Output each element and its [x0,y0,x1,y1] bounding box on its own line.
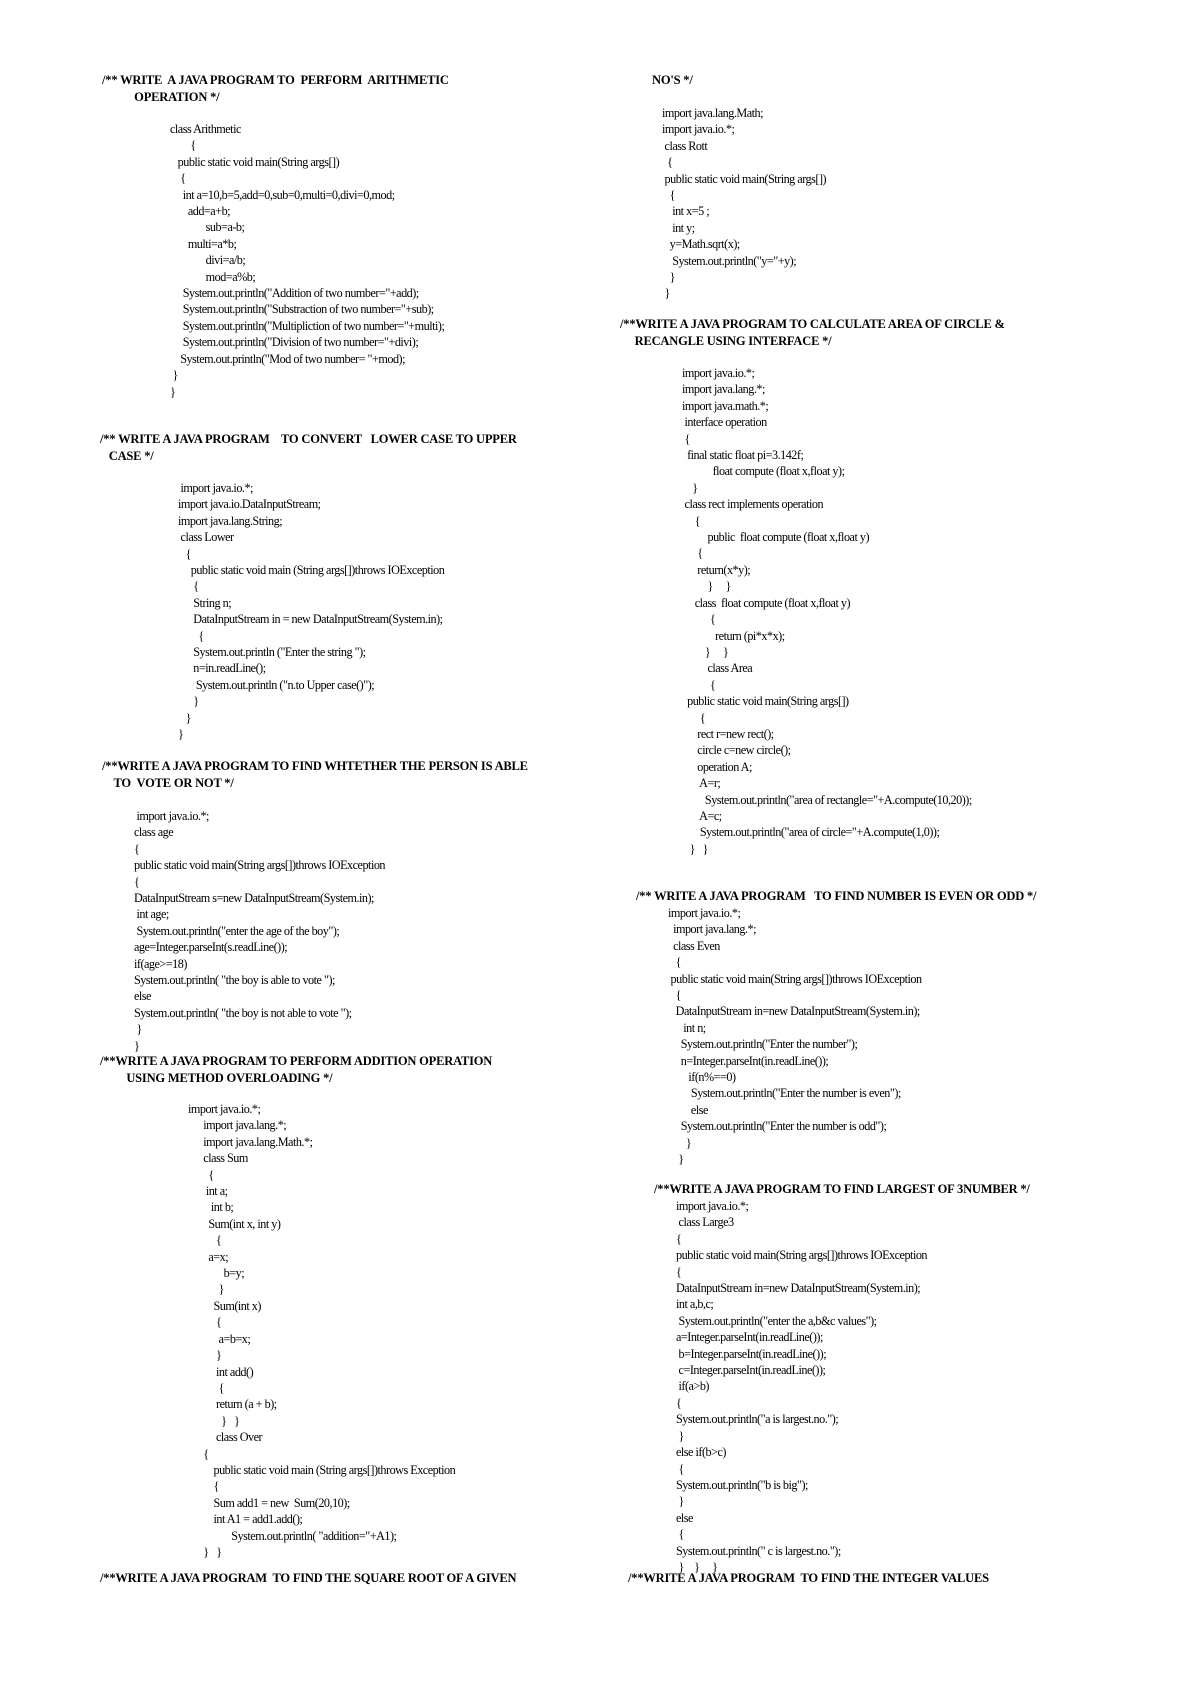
code-even-odd-program: import java.io.*; import java.lang.*; class Even { public static void main(String args[])throws IOException { DataInputStream in=new DataInputStream(System.in); int n; System.out.println("Enter the number"); n=Integer.parseInt(in.readLine()); if(n%==0) System.out.println("Enter the number is even"); else System.out.println("Enter the number is odd"); } } [668,906,922,1167]
heading-largest-of-three-program: /**WRITE A JAVA PROGRAM TO FIND LARGEST OF 3NUMBER */ [654,1182,1030,1196]
code-largest-of-three-program: import java.io.*; class Large3 { public static void main(String args[])throws IOException { DataInputStream in=new DataInputStream(System.in); int a,b,c; System.out.println("enter the a,b&c values"); a=Integer.parseInt(in.readLine()); b=Integer.parseInt(in.readLine()); c=Integer.parseInt(in.readLine()); if(a>b) { System.out.println("a is largest.no."); } else if(b>c) { System.out.println("b is big"); } else { System.out.println(" c is largest.no."); } } } [676,1199,928,1574]
code-area-interface-program: import java.io.*; import java.lang.*; import java.math.*; interface operation { final static float pi=3.142f; float compute (float x,float y); } class rect implements operation { public float compute (float x,float y) { return(x*y); } } class float compute (float x,float y) { return (pi*x*x); } } class Area { public static void main(String args[]) { rect r=new rect(); circle c=new circle(); operation A; A=r; System.out.println("area of rectangle="+A.compute(10,20)); A=c; System.out.println("area of circle="+A.compute(1,0)); } } [682,366,972,856]
heading-arithmetic-program: /** WRITE A JAVA PROGRAM TO PERFORM ARITHMETIC OPERATION */ [102,73,449,104]
heading-area-interface-program: /**WRITE A JAVA PROGRAM TO CALCULATE AREA OF CIRCLE & RECANGLE USING INTERFACE */ [620,317,1005,348]
heading-square-root-continued: NO'S */ [652,73,693,87]
code-square-root-program: import java.lang.Math; import java.io.*; class Rott { public static void main(String args[]) { int x=5 ; int y; y=Math.sqrt(x); System.out.println("y="+y); } } [662,106,827,301]
heading-square-root-program: /**WRITE A JAVA PROGRAM TO FIND THE SQUARE ROOT OF A GIVEN [100,1571,517,1585]
code-lower-to-upper-program: import java.io.*; import java.io.DataInputStream; import java.lang.String; class Lower { public static void main (String args[])throws IOException { String n; DataInputStream in = new DataInputStream(System.in); { System.out.println ("Enter the string "); n=in.readLine(); System.out.println ("n.to Upper case()"); } } } [178,481,445,742]
heading-even-odd-program: /** WRITE A JAVA PROGRAM TO FIND NUMBER IS EVEN OR ODD */ [636,889,1037,903]
code-arithmetic-program: class Arithmetic { public static void main(String args[]) { int a=10,b=5,add=0,sub=0,multi=0,divi=0,mod; add=a+b; sub=a-b; multi=a*b; divi=a/b; mod=a%b; System.out.println("Addition of two number="+add); System.out.println("Substraction of two number="+sub); System.out.println("Multipliction of two number="+multi); System.out.println("Division of two number="+divi); System.out.println("Mod of two number= "+mod); } } [170,122,445,399]
code-vote-eligibility-program: import java.io.*; class age { public static void main(String args[])throws IOException { DataInputStream s=new DataInputStream(System.in); int age; System.out.println("enter the age of the boy"); age=Integer.parseInt(s.readLine()); if(age>=18) System.out.println( "the boy is able to vote "); else System.out.println( "the boy is not able to vote "); } } [134,809,386,1053]
heading-vote-eligibility-program: /**WRITE A JAVA PROGRAM TO FIND WHTETHER THE PERSON IS ABLE TO VOTE OR NOT */ [102,759,528,790]
code-method-overloading-program: import java.io.*; import java.lang.*; import java.lang.Math.*; class Sum { int a; int b; Sum(int x, int y) { a=x; b=y; } Sum(int x) { a=b=x; } int add() { return (a + b); } } class Over { public static void main (String args[])throws Exception { Sum add1 = new Sum(20,10); int A1 = add1.add(); System.out.println( "addition="+A1); } } [188,1102,456,1559]
heading-lower-to-upper-program: /** WRITE A JAVA PROGRAM TO CONVERT LOWER CASE TO UPPER CASE */ [100,432,517,463]
heading-integer-values-program: /**WRITE A JAVA PROGRAM TO FIND THE INTEGER VALUES [628,1571,989,1585]
heading-method-overloading-program: /**WRITE A JAVA PROGRAM TO PERFORM ADDITION OPERATION USING METHOD OVERLOADING */ [100,1054,493,1085]
